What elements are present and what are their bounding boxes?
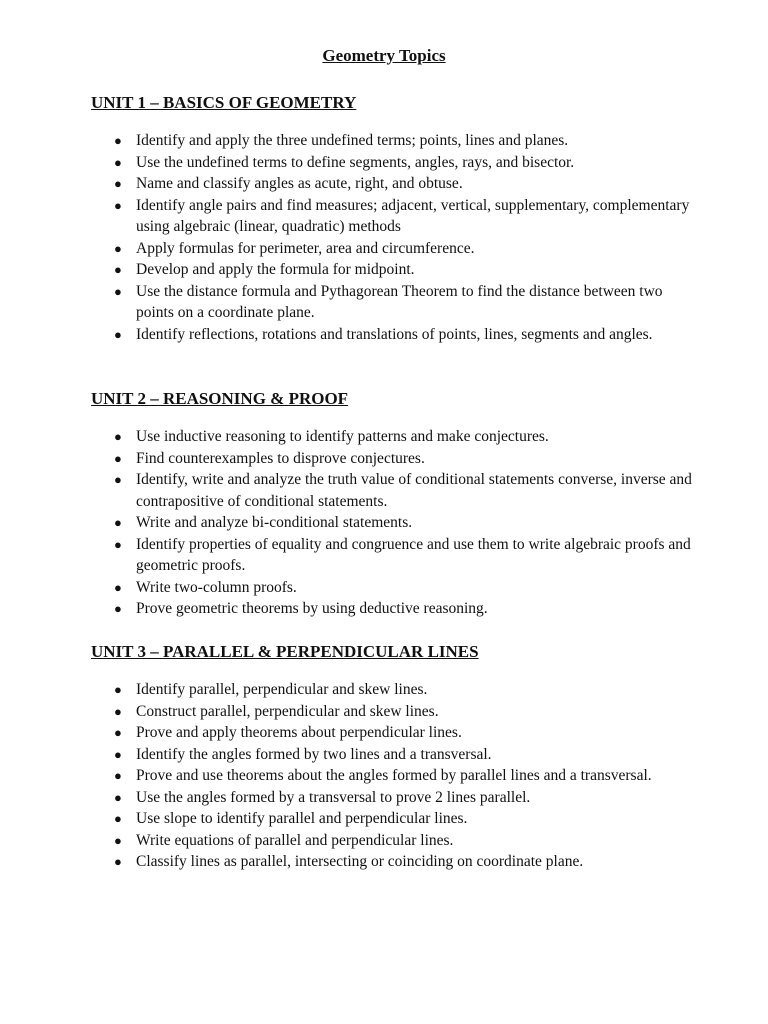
list-item [112, 324, 692, 346]
unit-3-topic-list [112, 679, 692, 873]
unit-2-heading: UNIT 2 – REASONING & PROOF [91, 389, 349, 408]
list-item-text: Prove geometric theorems by using deductive reasoning. [136, 600, 488, 617]
list-item-text: Write equations of parallel and perpendicular lines. [136, 831, 454, 849]
list-item [112, 152, 692, 174]
list-item [112, 469, 692, 512]
bullet-icon: ● [114, 197, 122, 213]
bullet-icon: ● [114, 703, 122, 719]
list-item-text: Identify angle pairs and find measures; adjacent, vertical, supplementary, complementary using algebraic (linear, quadratic) methods [136, 196, 690, 235]
list-item-text: Write and analyze bi-conditional statements. [136, 514, 413, 531]
bullet-icon: ● [114, 854, 122, 869]
unit-1-topic-list [112, 130, 692, 345]
bullet-icon: ● [114, 472, 122, 487]
list-item-text: Use the distance formula and Pythagorean Theorem to find the distance between two points on a coordinate plane. [136, 282, 663, 321]
list-item-text: Classify lines as parallel, intersecting or coinciding on coordinate plane. [136, 853, 584, 870]
bullet-icon: ● [114, 240, 122, 256]
list-item [112, 851, 692, 873]
bullet-icon: ● [114, 811, 122, 826]
list-item-text: Prove and apply theorems about perpendicular lines. [136, 724, 462, 741]
bullet-icon: ● [114, 176, 122, 191]
list-item [112, 426, 692, 448]
list-item-text: Name and classify angles as acute, right, and obtuse. [136, 175, 463, 192]
bullet-icon: ● [114, 262, 122, 277]
list-item [112, 765, 692, 787]
list-item [112, 679, 692, 701]
list-item [112, 195, 692, 238]
bullet-icon: ● [114, 789, 122, 805]
list-item-text: Apply formulas for perimeter, area and circumference. [136, 239, 475, 257]
bullet-icon: ● [114, 601, 122, 616]
bullet-icon: ● [114, 515, 122, 530]
list-item [112, 259, 692, 281]
list-item-text: Prove and use theorems about the angles formed by parallel lines and a transversal. [136, 767, 652, 784]
list-item-text: Identify and apply the three undefined terms; points, lines and planes. [136, 132, 569, 149]
bullet-icon: ● [114, 768, 122, 783]
list-item [112, 534, 692, 577]
list-item-text: Use inductive reasoning to identify patterns and make conjectures. [136, 428, 549, 445]
bullet-icon: ● [114, 133, 122, 148]
list-item-text: Identify reflections, rotations and translations of points, lines, segments and angles. [136, 325, 653, 343]
list-item [112, 598, 692, 620]
list-item [112, 722, 692, 744]
unit-1-heading: UNIT 1 – BASICS OF GEOMETRY [91, 93, 357, 112]
bullet-icon: ● [114, 832, 122, 848]
bullet-icon: ● [114, 536, 122, 552]
list-item [112, 808, 692, 830]
list-item-text: Identify properties of equality and congruence and use them to write algebraic proofs and geometric proofs. [136, 535, 691, 574]
unit-3-heading: UNIT 3 – PARALLEL & PERPENDICULAR LINES [91, 642, 479, 661]
list-item [112, 448, 692, 470]
list-item [112, 238, 692, 260]
list-item-text: Identify the angles formed by two lines and a transversal. [136, 745, 492, 763]
list-item [112, 577, 692, 599]
bullet-icon: ● [114, 154, 122, 170]
list-item [112, 830, 692, 852]
list-item-text: Use the angles formed by a transversal to prove 2 lines parallel. [136, 788, 531, 806]
list-item [112, 787, 692, 809]
list-item-text: Develop and apply the formula for midpoint. [136, 261, 415, 278]
list-item-text: Use slope to identify parallel and perpendicular lines. [136, 810, 468, 827]
list-item [112, 701, 692, 723]
list-item [112, 744, 692, 766]
bullet-icon: ● [114, 450, 122, 466]
bullet-icon: ● [114, 725, 122, 740]
unit-2-topic-list [112, 426, 692, 620]
bullet-icon: ● [114, 682, 122, 697]
list-item [112, 130, 692, 152]
list-item-text: Identify, write and analyze the truth value of conditional statements converse, inverse and contrapositive of conditional statements. [136, 471, 692, 510]
list-item-text: Write two-column proofs. [136, 578, 297, 596]
list-item-text: Use the undefined terms to define segments, angles, rays, and bisector. [136, 153, 575, 171]
list-item [112, 512, 692, 534]
bullet-icon: ● [114, 746, 122, 762]
bullet-icon: ● [114, 283, 122, 299]
list-item [112, 173, 692, 195]
list-item [112, 281, 692, 324]
bullet-icon: ● [114, 579, 122, 595]
list-item-text: Construct parallel, perpendicular and skew lines. [136, 702, 439, 720]
list-item-text: Find counterexamples to disprove conjectures. [136, 449, 425, 467]
list-item-text: Identify parallel, perpendicular and skew lines. [136, 681, 428, 698]
bullet-icon: ● [114, 326, 122, 342]
document-title: Geometry Topics [322, 46, 446, 65]
bullet-icon: ● [114, 429, 122, 444]
